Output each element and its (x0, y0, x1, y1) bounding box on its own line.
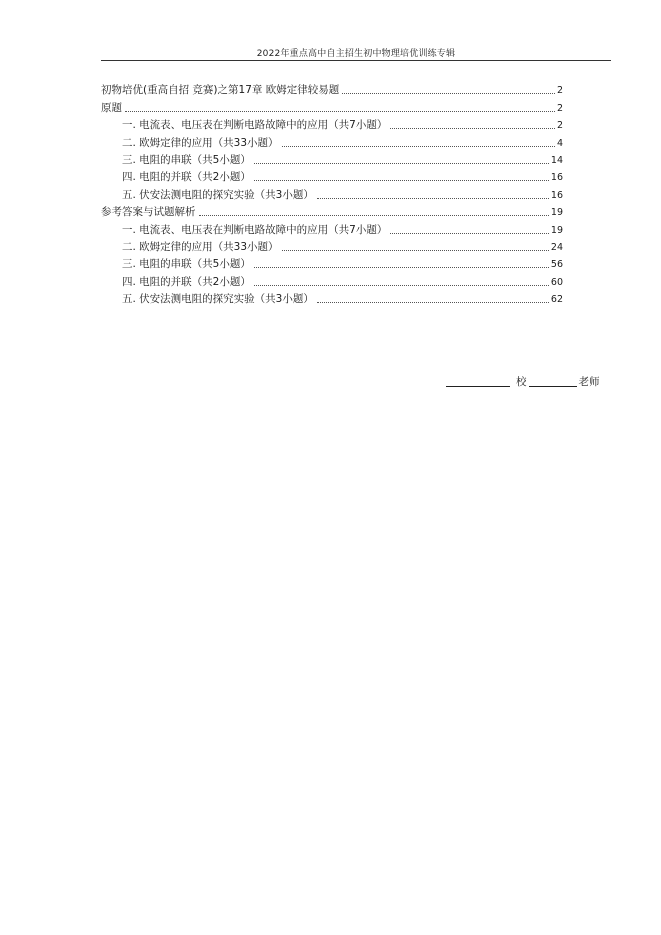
toc-leader-dots (254, 180, 549, 181)
toc-page-number: 2 (556, 85, 563, 97)
toc-leader-dots (390, 233, 549, 234)
toc-page-number: 16 (550, 172, 563, 184)
toc-entry-text: 二. 欧姆定律的应用（共33小题） (122, 240, 279, 253)
teacher-label: 老师 (578, 376, 600, 388)
toc-entry-answers-section-2[interactable] (101, 237, 563, 254)
toc-page-number: 14 (550, 154, 563, 166)
toc-entry-answers[interactable] (101, 202, 563, 219)
toc-entry-text: 参考答案与试题解析 (101, 206, 196, 219)
toc-leader-dots (125, 111, 555, 112)
toc-leader-dots (390, 128, 555, 129)
toc-page-number: 19 (550, 207, 563, 219)
toc-entry-text: 四. 电阻的并联（共2小题） (122, 171, 251, 184)
toc-entry-text: 五. 伏安法测电阻的探究实验（共3小题） (122, 293, 314, 306)
toc-leader-dots (199, 215, 549, 216)
toc-leader-dots (282, 146, 555, 147)
toc-entry-answers-section-1[interactable] (101, 219, 563, 236)
toc-entry-text: 一. 电流表、电压表在判断电路故障中的应用（共7小题） (122, 223, 388, 236)
toc-page-number: 62 (550, 294, 563, 306)
toc-page-number: 4 (556, 137, 563, 149)
toc-entry-section-3[interactable] (101, 150, 563, 167)
table-of-contents (101, 80, 563, 306)
toc-entry-text: 三. 电阻的串联（共5小题） (122, 258, 251, 271)
toc-entry-text: 三. 电阻的串联（共5小题） (122, 153, 251, 166)
school-blank-line (446, 386, 510, 387)
toc-page-number: 60 (550, 276, 563, 288)
toc-entry-text: 二. 欧姆定律的应用（共33小题） (122, 136, 279, 149)
toc-entry-section-1[interactable] (101, 115, 563, 132)
toc-leader-dots (254, 267, 549, 268)
toc-entry-answers-section-5[interactable] (101, 289, 563, 306)
toc-page-number: 16 (550, 189, 563, 201)
toc-entry-text: 初物培优(重高自招 竞赛)之第17章 欧姆定律较易题 (101, 84, 340, 97)
toc-entry-section-2[interactable] (101, 132, 563, 149)
toc-entry-chapter[interactable] (101, 80, 563, 97)
school-label: 校 (516, 376, 527, 388)
teacher-blank-line (529, 386, 577, 387)
toc-entry-answers-section-4[interactable] (101, 271, 563, 288)
toc-leader-dots (317, 302, 549, 303)
toc-entry-text: 四. 电阻的并联（共2小题） (122, 275, 251, 288)
toc-leader-dots (254, 163, 549, 164)
toc-leader-dots (317, 198, 549, 199)
toc-leader-dots (282, 250, 549, 251)
toc-page-number: 56 (550, 259, 563, 271)
header-divider (101, 60, 611, 61)
toc-page-number: 24 (550, 241, 563, 253)
toc-page-number: 2 (556, 102, 563, 114)
toc-leader-dots (342, 93, 555, 94)
toc-entry-text: 一. 电流表、电压表在判断电路故障中的应用（共7小题） (122, 119, 388, 132)
toc-entry-text: 原题 (101, 101, 122, 114)
toc-leader-dots (254, 285, 549, 286)
toc-entry-original-problems[interactable] (101, 97, 563, 114)
signature-line (446, 376, 611, 389)
toc-page-number: 19 (550, 224, 563, 236)
toc-entry-answers-section-3[interactable] (101, 254, 563, 271)
toc-page-number: 2 (556, 120, 563, 132)
toc-entry-text: 五. 伏安法测电阻的探究实验（共3小题） (122, 188, 314, 201)
toc-entry-section-5[interactable] (101, 184, 563, 201)
page-header-title: 2022年重点高中自主招生初中物理培优训练专辑 (256, 49, 456, 59)
toc-entry-section-4[interactable] (101, 167, 563, 184)
